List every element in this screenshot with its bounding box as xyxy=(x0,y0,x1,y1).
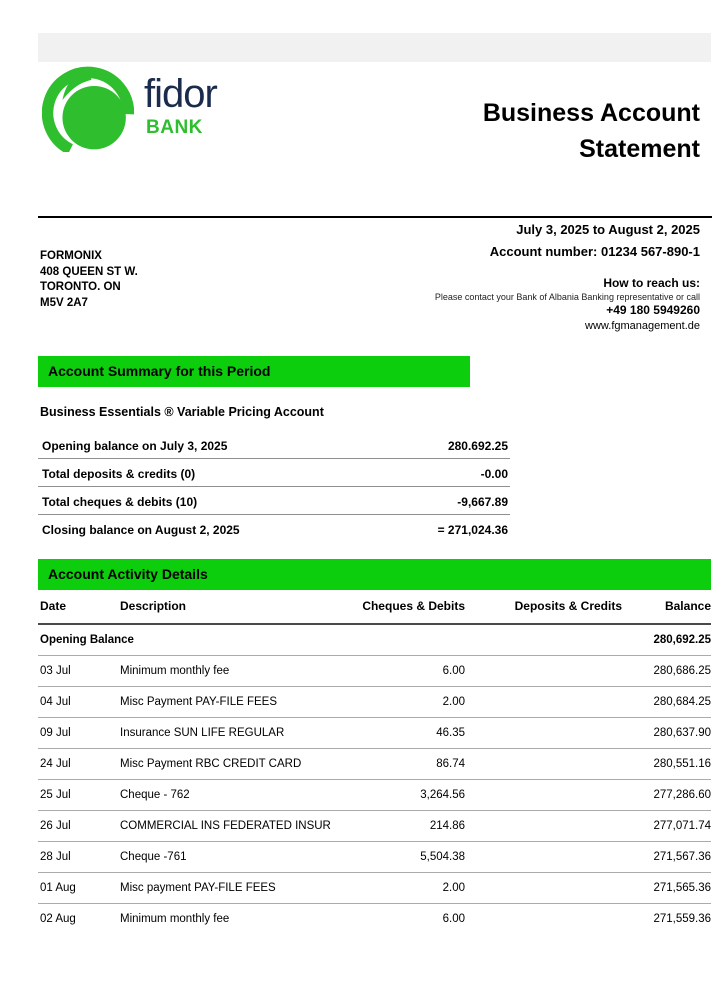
summary-row-value: -0.00 xyxy=(480,467,508,481)
transaction-date: 01 Aug xyxy=(38,872,118,903)
transaction-balance: 271,565.36 xyxy=(622,872,711,903)
transaction-debit: 214.86 xyxy=(340,810,465,841)
activity-table xyxy=(38,590,711,934)
summary-row-label: Closing balance on August 2, 2025 xyxy=(42,523,240,537)
transaction-description: Cheque -761 xyxy=(118,841,340,872)
transaction-balance: 280,686.25 xyxy=(622,655,711,686)
transaction-balance: 280,684.25 xyxy=(622,686,711,717)
brand-name: fidor xyxy=(144,72,217,116)
summary-row xyxy=(38,431,510,459)
brand-subname: BANK xyxy=(146,117,203,138)
summary-row-label: Total deposits & credits (0) xyxy=(42,467,196,481)
transaction-date: 26 Jul xyxy=(38,810,118,841)
transaction-credit xyxy=(465,686,622,717)
column-header-credits: Deposits & Credits xyxy=(465,590,622,624)
brand-logo xyxy=(42,64,217,152)
transaction-balance: 277,071.74 xyxy=(622,810,711,841)
transaction-debit: 2.00 xyxy=(340,872,465,903)
summary-row xyxy=(38,459,510,487)
contact-heading: How to reach us: xyxy=(603,276,700,290)
customer-address xyxy=(40,249,138,311)
transaction-debit: 46.35 xyxy=(340,717,465,748)
transaction-row xyxy=(38,841,711,872)
transaction-credit xyxy=(465,872,622,903)
column-header-balance: Balance xyxy=(622,590,711,624)
summary-section-header: Account Summary for this Period xyxy=(38,356,470,387)
transaction-balance: 271,567.36 xyxy=(622,841,711,872)
transaction-credit xyxy=(465,748,622,779)
summary-row-label: Total cheques & debits (10) xyxy=(42,495,198,509)
transaction-row xyxy=(38,717,711,748)
transaction-credit xyxy=(465,655,622,686)
transaction-row xyxy=(38,655,711,686)
transaction-description: Misc Payment RBC CREDIT CARD xyxy=(118,748,340,779)
summary-row-label: Opening balance on July 3, 2025 xyxy=(42,439,228,453)
summary-table xyxy=(38,431,510,542)
account-number: Account number: 01234 567-890-1 xyxy=(489,244,700,259)
transaction-date: 02 Aug xyxy=(40,912,76,925)
summary-row xyxy=(38,515,510,542)
transaction-date: 24 Jul xyxy=(38,748,118,779)
customer-postal: M5V 2A7 xyxy=(40,296,88,309)
activity-table-header xyxy=(38,590,711,624)
column-header-debits: Cheques & Debits xyxy=(340,590,465,624)
transaction-row xyxy=(38,872,711,903)
transaction-row xyxy=(38,748,711,779)
opening-balance-label: Opening Balance xyxy=(38,624,340,655)
header-divider xyxy=(38,216,712,218)
transaction-credit xyxy=(465,779,622,810)
opening-balance-credit xyxy=(465,624,622,655)
contact-website: www.fgmanagement.de xyxy=(585,319,700,332)
top-gray-bar xyxy=(38,33,711,62)
opening-balance-debit xyxy=(340,624,465,655)
activity-table-body xyxy=(38,624,711,934)
document-title-line2: Statement xyxy=(579,135,700,164)
transaction-credit xyxy=(465,717,622,748)
summary-row-value: -9,667.89 xyxy=(457,495,508,509)
document-title xyxy=(483,95,700,168)
transaction-balance: 277,286.60 xyxy=(622,779,711,810)
transaction-description: Minimum monthly fee xyxy=(120,912,230,925)
transaction-credit xyxy=(465,841,622,872)
transaction-balance: 280,551.16 xyxy=(622,748,711,779)
opening-balance-amount: 280,692.25 xyxy=(622,624,711,655)
document-title-line1: Business Account xyxy=(482,99,700,127)
customer-street: 408 QUEEN ST W. xyxy=(40,265,138,278)
statement-period: July 3, 2025 to August 2, 2025 xyxy=(516,222,700,237)
transaction-debit: 5,504.38 xyxy=(340,841,465,872)
transaction-credit xyxy=(465,903,622,934)
opening-balance-row xyxy=(38,624,711,655)
contact-block xyxy=(435,276,700,333)
transaction-debit: 6.00 xyxy=(340,655,465,686)
transaction-description: Cheque - 762 xyxy=(118,779,340,810)
contact-instruction: Please contact your Bank of Albania Banking representative or call xyxy=(434,291,700,302)
transaction-balance: 280,637.90 xyxy=(622,717,711,748)
column-header-description: Description xyxy=(118,590,340,624)
transaction-row xyxy=(38,903,711,934)
column-header-date: Date xyxy=(38,590,118,624)
activity-section-header: Account Activity Details xyxy=(38,559,711,590)
fidor-logo-icon xyxy=(42,64,134,152)
transaction-row xyxy=(38,810,711,841)
transaction-description: COMMERCIAL INS FEDERATED INSUR xyxy=(118,810,340,841)
summary-row-value: 280.692.25 xyxy=(447,439,508,453)
customer-city: TORONTO. ON xyxy=(40,281,121,294)
transaction-date: 04 Jul xyxy=(38,686,118,717)
transaction-date: 25 Jul xyxy=(38,779,118,810)
transaction-balance: 271,559.36 xyxy=(653,912,711,925)
transaction-date: 03 Jul xyxy=(38,655,118,686)
transaction-date: 28 Jul xyxy=(38,841,118,872)
transaction-debit: 2.00 xyxy=(340,686,465,717)
transaction-credit xyxy=(465,810,622,841)
transaction-debit: 3,264.56 xyxy=(340,779,465,810)
product-name: Business Essentials ® Variable Pricing Account xyxy=(40,405,324,419)
contact-phone: +49 180 5949260 xyxy=(606,303,700,318)
transaction-description: Insurance SUN LIFE REGULAR xyxy=(118,717,340,748)
transaction-row xyxy=(38,779,711,810)
transaction-row xyxy=(38,686,711,717)
transaction-debit: 86.74 xyxy=(340,748,465,779)
summary-row-value: = 271,024.36 xyxy=(437,523,508,537)
customer-name: FORMONIX xyxy=(40,250,102,262)
transaction-date: 09 Jul xyxy=(38,717,118,748)
transaction-description: Misc Payment PAY-FILE FEES xyxy=(118,686,340,717)
transaction-description: Minimum monthly fee xyxy=(118,655,340,686)
summary-row xyxy=(38,487,510,515)
transaction-description: Misc payment PAY-FILE FEES xyxy=(118,872,340,903)
brand-wordmark xyxy=(144,74,217,139)
transaction-debit: 6.00 xyxy=(442,912,465,925)
